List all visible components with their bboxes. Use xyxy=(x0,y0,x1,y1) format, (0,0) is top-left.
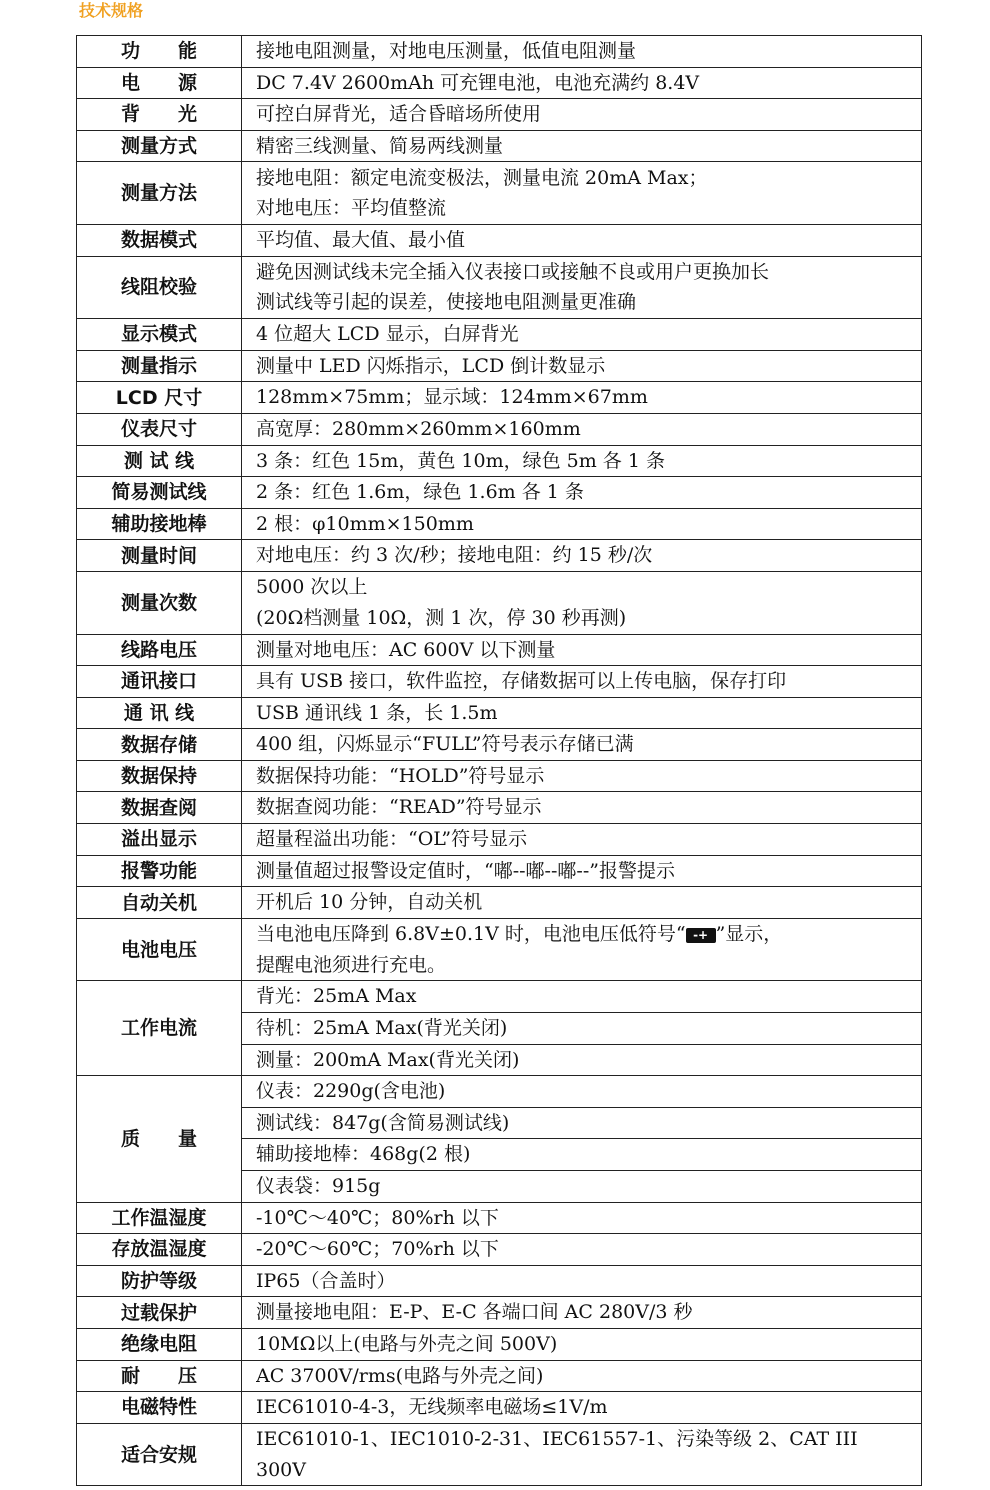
spec-value xyxy=(242,445,922,477)
spec-value-line: 数据查阅功能：“READ”符号显示 xyxy=(256,796,542,819)
spec-value-line: USB 通讯线 1 条，长 1.5m xyxy=(256,701,498,724)
spec-value-line: 避免因测试线未完全插入仪表接口或接触不良或用户更换加长 xyxy=(256,260,770,283)
spec-value-line: 对地电压：约 3 次/秒；接地电阻：约 15 秒/次 xyxy=(256,544,653,567)
spec-value xyxy=(242,1171,922,1203)
spec-value-line: 测试线：847g(含简易测试线) xyxy=(256,1111,510,1134)
spec-value xyxy=(242,1139,922,1171)
table-row xyxy=(77,666,922,698)
spec-value xyxy=(242,666,922,698)
battery-low-icon: -+ xyxy=(686,928,716,943)
table-row xyxy=(77,697,922,729)
spec-label: 溢出显示 xyxy=(77,824,242,856)
spec-value xyxy=(242,1202,922,1234)
spec-value-line: 提醒电池须进行充电。 xyxy=(256,953,447,976)
table-row xyxy=(77,1392,922,1424)
spec-label: 工作温湿度 xyxy=(77,1202,242,1234)
table-row xyxy=(77,1423,922,1486)
spec-value xyxy=(242,887,922,919)
spec-label: 数据模式 xyxy=(77,224,242,256)
table-row xyxy=(77,855,922,887)
spec-value xyxy=(242,256,922,319)
spec-label: 数据保持 xyxy=(77,760,242,792)
spec-value-line: IEC61010-1、IEC1010-2-31、IEC61557-1、污染等级 2、CAT III xyxy=(256,1427,858,1450)
spec-label: 仪表尺寸 xyxy=(77,413,242,445)
spec-value xyxy=(242,540,922,572)
spec-value xyxy=(242,1234,922,1266)
spec-value-line: 2 根：φ10mm×150mm xyxy=(256,512,474,535)
spec-label: 测量方式 xyxy=(77,130,242,162)
spec-label: 报警功能 xyxy=(77,855,242,887)
table-row xyxy=(77,760,922,792)
spec-value xyxy=(242,477,922,509)
spec-value-line: 可控白屏背光，适合昏暗场所使用 xyxy=(256,103,542,126)
spec-value-line: 背光：25mA Max xyxy=(256,985,417,1008)
spec-label: 测量次数 xyxy=(77,571,242,634)
table-row xyxy=(77,824,922,856)
spec-value xyxy=(242,729,922,761)
table-row xyxy=(77,130,922,162)
table-row xyxy=(77,1328,922,1360)
table-row xyxy=(77,1076,922,1108)
spec-label: 线路电压 xyxy=(77,634,242,666)
spec-value xyxy=(242,162,922,225)
spec-value xyxy=(242,918,922,981)
table-row xyxy=(77,1297,922,1329)
page-title: 技术规格 xyxy=(79,1,144,20)
spec-value-line: 仪表：2290g(含电池) xyxy=(256,1080,446,1103)
spec-label: 背 光 xyxy=(77,99,242,131)
spec-value xyxy=(242,571,922,634)
spec-value-line: DC 7.4V 2600mAh 可充锂电池，电池充满约 8.4V xyxy=(256,71,700,94)
spec-value-line: 平均值、最大值、最小值 xyxy=(256,228,466,251)
spec-value xyxy=(242,634,922,666)
spec-value xyxy=(242,224,922,256)
spec-value-line: 测量：200mA Max(背光关闭) xyxy=(256,1048,520,1071)
spec-label: 测量时间 xyxy=(77,540,242,572)
spec-value xyxy=(242,1297,922,1329)
spec-value-line: 待机：25mA Max(背光关闭) xyxy=(256,1017,508,1040)
spec-value-line: 测量值超过报警设定值时，“嘟--嘟--嘟--”报警提示 xyxy=(256,859,675,882)
spec-label: 电磁特性 xyxy=(77,1392,242,1424)
spec-value-line: 3 条：红色 15m，黄色 10m，绿色 5m 各 1 条 xyxy=(256,449,665,472)
spec-value-line: 10MΩ以上(电路与外壳之间 500V) xyxy=(256,1332,558,1355)
spec-value xyxy=(242,382,922,414)
spec-value-line: 具有 USB 接口，软件监控，存储数据可以上传电脑，保存打印 xyxy=(256,670,787,693)
spec-label: 防护等级 xyxy=(77,1265,242,1297)
spec-label: 电 源 xyxy=(77,67,242,99)
spec-value xyxy=(242,1265,922,1297)
spec-value-line: 对地电压：平均值整流 xyxy=(256,197,447,220)
table-row xyxy=(77,36,922,68)
spec-value xyxy=(242,824,922,856)
spec-value-line: 接地电阻：额定电流变极法，测量电流 20mA Max； xyxy=(256,166,708,189)
spec-value-line: 5000 次以上 xyxy=(256,576,368,599)
spec-value xyxy=(242,1013,922,1045)
spec-value xyxy=(242,67,922,99)
spec-value xyxy=(242,350,922,382)
spec-label: 质 量 xyxy=(77,1076,242,1202)
spec-value-line: 测试线等引起的误差，使接地电阻测量更准确 xyxy=(256,291,637,314)
spec-label: 自动关机 xyxy=(77,887,242,919)
spec-label: 测量指示 xyxy=(77,350,242,382)
spec-value xyxy=(242,981,922,1013)
spec-value-line: 4 位超大 LCD 显示，白屏背光 xyxy=(256,323,519,346)
spec-value-line: 300V xyxy=(256,1458,306,1481)
table-row xyxy=(77,1234,922,1266)
battery-text-pre: 当电池电压降到 6.8V±0.1V 时，电池电压低符号“ xyxy=(256,923,686,946)
spec-label: 测 试 线 xyxy=(77,445,242,477)
spec-label: 耐 压 xyxy=(77,1360,242,1392)
spec-value xyxy=(242,36,922,68)
spec-value-line: 仪表袋：915g xyxy=(256,1175,381,1197)
spec-value xyxy=(242,1328,922,1360)
spec-table xyxy=(76,35,922,1486)
spec-value xyxy=(242,697,922,729)
spec-label: 线阻校验 xyxy=(77,256,242,319)
spec-value-line: -20℃～60℃；70%rh 以下 xyxy=(256,1238,499,1261)
spec-label: 绝缘电阻 xyxy=(77,1328,242,1360)
spec-label: 适合安规 xyxy=(77,1423,242,1486)
spec-value xyxy=(242,130,922,162)
spec-value-line: 精密三线测量、简易两线测量 xyxy=(256,134,504,157)
spec-value xyxy=(242,413,922,445)
spec-label: 功 能 xyxy=(77,36,242,68)
table-row xyxy=(77,382,922,414)
spec-label: 数据查阅 xyxy=(77,792,242,824)
spec-value xyxy=(242,99,922,131)
spec-value-line: 400 组，闪烁显示“FULL”符号表示存储已满 xyxy=(256,733,634,756)
table-row xyxy=(77,445,922,477)
spec-label: 显示模式 xyxy=(77,319,242,351)
table-row xyxy=(77,350,922,382)
spec-value-line: (20Ω档测量 10Ω，测 1 次，停 30 秒再测) xyxy=(256,606,627,629)
spec-value-line: IEC61010-4-3，无线频率电磁场≤1V/m xyxy=(256,1396,608,1419)
spec-label: 通讯接口 xyxy=(77,666,242,698)
spec-value xyxy=(242,1107,922,1139)
spec-label: LCD 尺寸 xyxy=(77,382,242,414)
spec-value xyxy=(242,855,922,887)
table-row xyxy=(77,634,922,666)
table-row xyxy=(77,792,922,824)
table-row xyxy=(77,67,922,99)
spec-label: 数据存储 xyxy=(77,729,242,761)
spec-value-line: 接地电阻测量，对地电压测量，低值电阻测量 xyxy=(256,40,637,62)
table-row xyxy=(77,981,922,1013)
table-row xyxy=(77,918,922,981)
table-row xyxy=(77,1265,922,1297)
table-row xyxy=(77,1202,922,1234)
spec-value-line: -10℃～40℃；80%rh 以下 xyxy=(256,1206,499,1229)
spec-value xyxy=(242,1044,922,1076)
table-row xyxy=(77,99,922,131)
spec-value xyxy=(242,508,922,540)
spec-value-line: 测量接地电阻：E-P、E-C 各端口间 AC 280V/3 秒 xyxy=(256,1301,693,1324)
table-row xyxy=(77,571,922,634)
spec-value xyxy=(242,1360,922,1392)
spec-value-line: AC 3700V/rms(电路与外壳之间) xyxy=(256,1364,544,1387)
spec-label: 测量方法 xyxy=(77,162,242,225)
spec-value-line: 测量对地电压：AC 600V 以下测量 xyxy=(256,638,556,661)
spec-value-line: 开机后 10 分钟，自动关机 xyxy=(256,891,483,914)
spec-value-line: IP65（合盖时） xyxy=(256,1269,396,1292)
spec-value-line: 128mm×75mm；显示域：124mm×67mm xyxy=(256,386,648,409)
spec-value xyxy=(242,1392,922,1424)
spec-value-line: 测量中 LED 闪烁指示，LCD 倒计数显示 xyxy=(256,354,606,377)
spec-value xyxy=(242,319,922,351)
spec-label: 辅助接地棒 xyxy=(77,508,242,540)
spec-value-line: 超量程溢出功能：“OL”符号显示 xyxy=(256,828,528,851)
spec-value-line: 数据保持功能：“HOLD”符号显示 xyxy=(256,764,545,787)
spec-value xyxy=(242,760,922,792)
spec-value-line: 2 条：红色 1.6m，绿色 1.6m 各 1 条 xyxy=(256,481,584,504)
spec-value xyxy=(242,1423,922,1486)
table-row xyxy=(77,477,922,509)
spec-value xyxy=(242,792,922,824)
table-row xyxy=(77,162,922,225)
table-row xyxy=(77,256,922,319)
battery-text-post: ”显示， xyxy=(715,923,783,946)
spec-table-body xyxy=(77,36,922,1486)
spec-label: 过载保护 xyxy=(77,1297,242,1329)
table-row xyxy=(77,319,922,351)
spec-label: 存放温湿度 xyxy=(77,1234,242,1266)
spec-value xyxy=(242,1076,922,1108)
table-row xyxy=(77,508,922,540)
table-row xyxy=(77,729,922,761)
table-row xyxy=(77,887,922,919)
spec-label: 通 讯 线 xyxy=(77,697,242,729)
spec-label: 工作电流 xyxy=(77,981,242,1076)
table-row xyxy=(77,1360,922,1392)
table-row xyxy=(77,413,922,445)
spec-value-line xyxy=(256,919,921,950)
spec-label: 电池电压 xyxy=(77,918,242,981)
spec-value-line: 高宽厚：280mm×260mm×160mm xyxy=(256,417,581,440)
spec-value-line: 辅助接地棒：468g(2 根) xyxy=(256,1143,471,1166)
spec-label: 简易测试线 xyxy=(77,477,242,509)
table-row xyxy=(77,224,922,256)
table-row xyxy=(77,540,922,572)
